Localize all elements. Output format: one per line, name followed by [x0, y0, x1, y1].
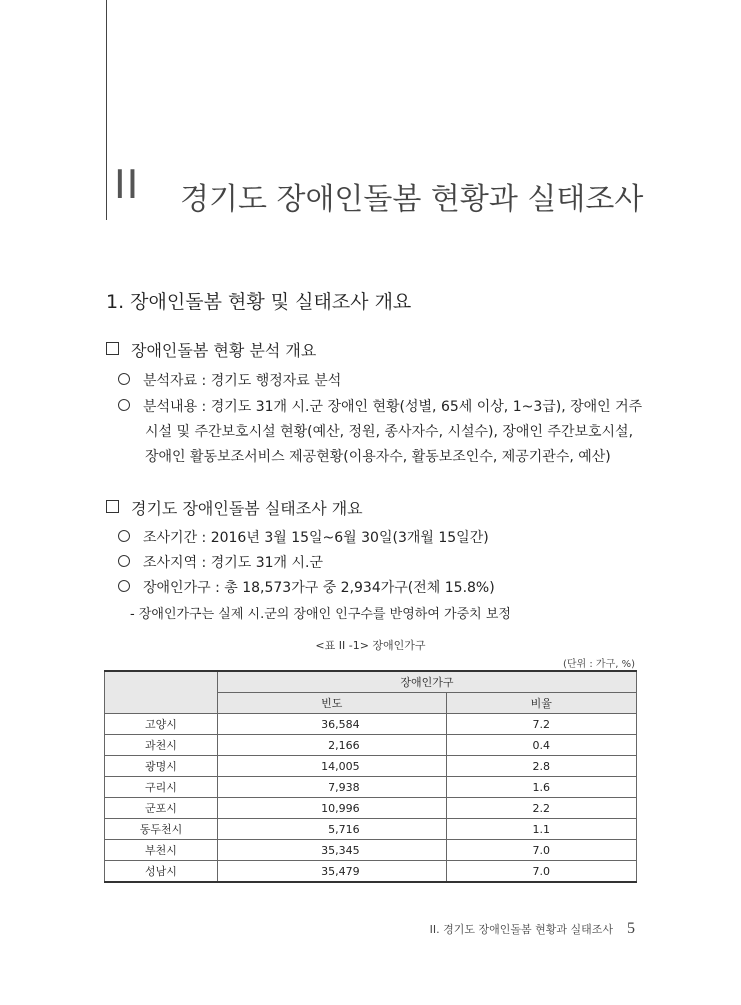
subsection-heading-2	[106, 496, 363, 519]
page-number: 5	[627, 920, 635, 937]
list-item	[118, 396, 642, 416]
circle-bullet-icon	[118, 373, 130, 385]
table-row	[105, 840, 637, 861]
subsection-heading-1	[106, 338, 316, 361]
dash-note: - 장애인가구는 실제 시.군의 장애인 인구수를 반영하여 가중치 보정	[130, 607, 511, 622]
table-group-header: 장애인가구	[218, 671, 637, 693]
section-title: 1. 장애인돌봄 현황 및 실태조사 개요	[106, 291, 412, 313]
square-bullet-icon	[106, 342, 119, 355]
row-freq: 14,005	[218, 756, 447, 777]
row-name: 광명시	[105, 756, 218, 777]
table-row	[105, 735, 637, 756]
table-row	[105, 777, 637, 798]
row-ratio: 7.0	[446, 840, 636, 861]
list-item-text: 분석내용 : 경기도 31개 시.군 장애인 현황(성별, 65세 이상, 1~3급), 장애인 거주	[143, 399, 643, 415]
row-freq: 35,479	[218, 861, 447, 883]
table-unit: (단위 : 가구, %)	[562, 659, 635, 670]
row-ratio: 1.1	[446, 819, 636, 840]
page-footer	[430, 920, 635, 938]
table-row	[105, 798, 637, 819]
row-name: 동두천시	[105, 819, 218, 840]
table-header-freq: 빈도	[218, 693, 447, 714]
list-item	[118, 370, 341, 390]
list-item	[118, 577, 495, 597]
row-name: 과천시	[105, 735, 218, 756]
square-bullet-icon	[106, 500, 119, 513]
list-item-text: 조사지역 : 경기도 31개 시.군	[143, 555, 324, 571]
data-table	[104, 670, 637, 883]
table-row	[105, 861, 637, 883]
list-item-text: 장애인가구 : 총 18,573가구 중 2,934가구(전체 15.8%)	[143, 580, 495, 596]
row-name: 군포시	[105, 798, 218, 819]
list-item-text: 분석자료 : 경기도 행정자료 분석	[143, 373, 342, 389]
row-name: 성남시	[105, 861, 218, 883]
row-freq: 7,938	[218, 777, 447, 798]
row-name: 부천시	[105, 840, 218, 861]
subsection-title-2: 경기도 장애인돌봄 실태조사 개요	[131, 499, 363, 518]
list-item-continuation: 시설 및 주간보호시설 현황(예산, 정원, 종사자수, 시설수), 장애인 주간보호시설,	[145, 424, 634, 440]
table-caption: <표 II -1> 장애인가구	[315, 639, 426, 652]
row-ratio: 7.0	[446, 861, 636, 883]
list-item-continuation: 장애인 활동보조서비스 제공현황(이용자수, 활동보조인수, 제공기관수, 예산)	[145, 449, 611, 465]
row-ratio: 7.2	[446, 714, 636, 735]
subsection-title-1: 장애인돌봄 현황 분석 개요	[131, 341, 317, 360]
row-ratio: 2.2	[446, 798, 636, 819]
chapter-title: 경기도 장애인돌봄 현황과 실태조사	[180, 182, 644, 217]
row-ratio: 1.6	[446, 777, 636, 798]
footer-text: II. 경기도 장애인돌봄 현황과 실태조사	[429, 923, 613, 936]
row-ratio: 0.4	[446, 735, 636, 756]
row-freq: 5,716	[218, 819, 447, 840]
circle-bullet-icon	[118, 530, 130, 542]
list-item	[118, 527, 489, 547]
row-freq: 10,996	[218, 798, 447, 819]
list-item	[118, 552, 323, 572]
row-name: 고양시	[105, 714, 218, 735]
table-header-ratio: 비율	[446, 693, 636, 714]
table-row	[105, 756, 637, 777]
circle-bullet-icon	[118, 555, 130, 567]
row-name: 구리시	[105, 777, 218, 798]
row-freq: 36,584	[218, 714, 447, 735]
table-row	[105, 714, 637, 735]
circle-bullet-icon	[118, 580, 130, 592]
table-corner-cell	[105, 671, 218, 714]
chapter-vertical-rule	[106, 0, 107, 220]
table-row	[105, 819, 637, 840]
row-ratio: 2.8	[446, 756, 636, 777]
chapter-number: II	[114, 160, 140, 207]
list-item-text: 조사기간 : 2016년 3월 15일~6월 30일(3개월 15일간)	[143, 530, 489, 546]
row-freq: 35,345	[218, 840, 447, 861]
circle-bullet-icon	[118, 399, 130, 411]
row-freq: 2,166	[218, 735, 447, 756]
